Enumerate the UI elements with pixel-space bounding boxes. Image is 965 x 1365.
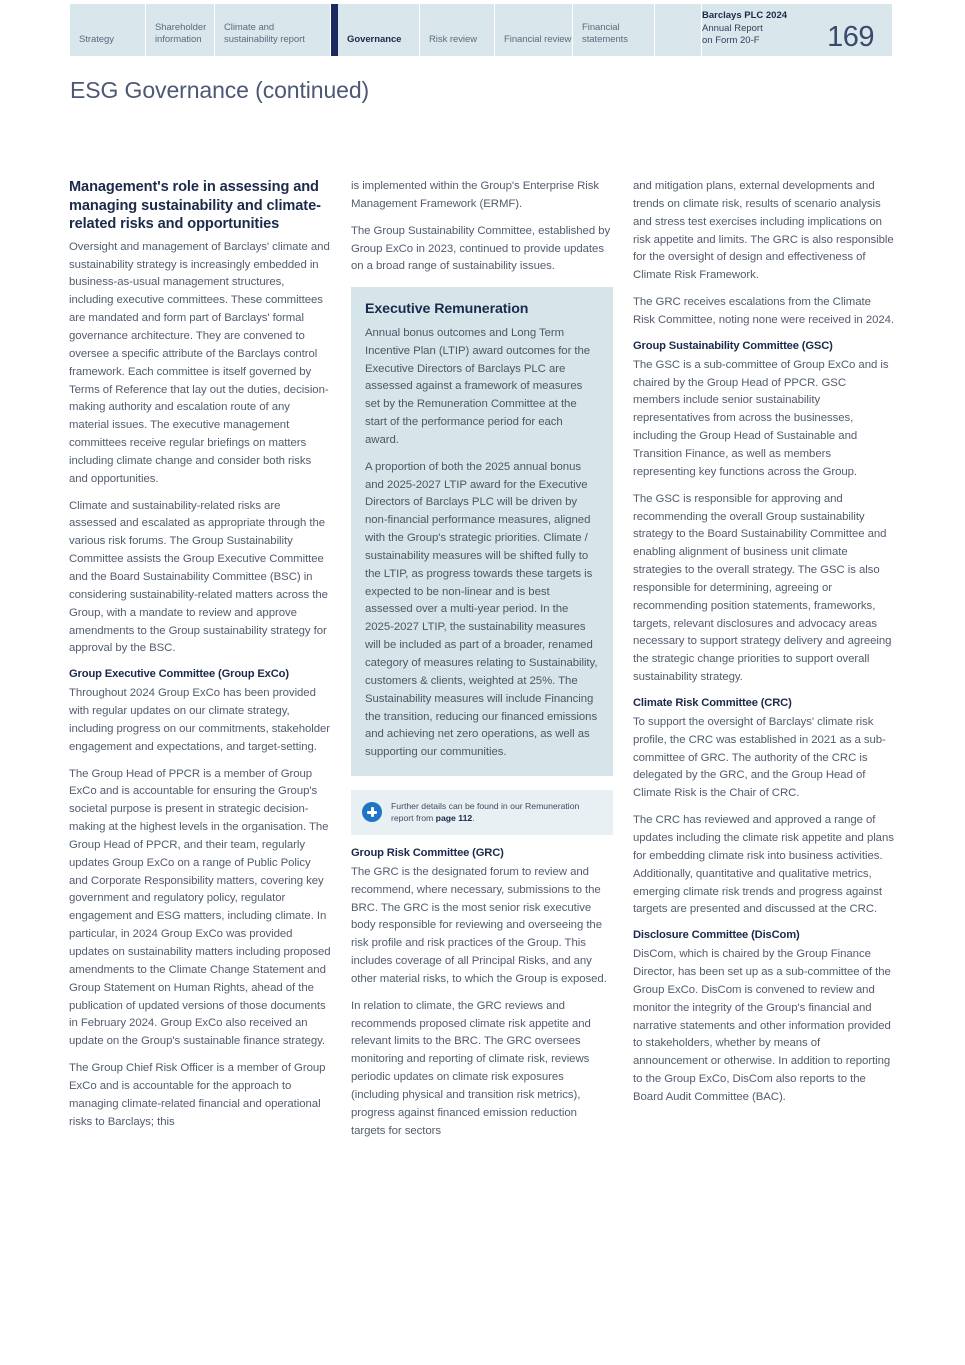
brand-title: Barclays PLC 2024 (702, 10, 788, 22)
nav-tab-shareholder-information[interactable] (146, 4, 215, 56)
paragraph: The GSC is responsible for approving and recommending the overall Group sustainability strategy to the Board Sustainability Committee and enabling alignment of business unit climate strategies to the overall strategy. The GSC is also responsible for determining, agreeing or recommending position statements, frameworks, targets, relevant disclosures and advocacy areas necessary to support strategy delivery and agreeing the strategic change priorities to support overall sustainability strategy. (633, 492, 892, 684)
nav-tab-label: Governance (347, 33, 402, 45)
paragraph: Oversight and management of Barclays' climate and sustainability strategy is increasingly embedded in business-as-usual management structures, including executive committees. These committees are mandated and form part of Barclays' formal governance architecture. They are convened to oversee a specific attribute of the Barclays control framework. Each committee is itself governed by Terms of Reference that lay out the duties, decision-making authority and escalation route of any material issues. The executive management committees receive regular briefings on matters including climate change and consider both risks and opportunities. (69, 240, 330, 485)
cross-reference-page-link[interactable]: page 112 (435, 813, 473, 824)
nav-tab-label: Climate and sustainability report (224, 22, 305, 45)
report-brand-block (702, 4, 812, 56)
subsection-heading-climate-risk-committee: Climate Risk Committee (CRC) (633, 696, 792, 709)
paragraph: In relation to climate, the GRC reviews and recommends proposed climate risk appetite and relevant limits to the BRC. The GRC oversees monitoring and reporting of climate risk, reviews periodic updates on climate risk exposures (including physical and transition risk metrics), progress against financed emission reduction targets for sectors (351, 999, 591, 1137)
paragraph: Annual bonus outcomes and Long Term Incentive Plan (LTIP) award outcomes for the Executive Directors of Barclays PLC are assessed against a framework of measures set by the Remuneration Committee at the start of the performance period for each award. (365, 326, 591, 446)
nav-tab-label: Risk review (429, 33, 478, 45)
nav-tab-risk-review[interactable] (420, 4, 495, 56)
brand-subtitle-line2: on Form 20-F (702, 34, 760, 46)
page-title: ESG Governance (continued) (70, 77, 370, 104)
brand-subtitle-line1: Annual Report (702, 22, 763, 34)
cross-reference-callout[interactable] (351, 790, 613, 835)
cross-reference-text-before: Further details can be found in our Remuneration report from (391, 801, 580, 824)
nav-tab-label: Shareholder information (155, 22, 207, 45)
paragraph: DisCom, which is chaired by the Group Finance Director, has been set up as a sub-committee of the Group ExCo. DisCom is convened to review and monitor the integrity of the Group's financial and narrative statements and other information provided to stakeholders, whether by means of announcement or otherwise. In addition to reporting to the Group ExCo, DisCom also reports to the Board Audit Committee (BAC). (633, 948, 891, 1103)
paragraph: is implemented within the Group's Enterprise Risk Management Framework (ERMF). (351, 180, 600, 210)
plus-circle-icon (362, 802, 382, 822)
paragraph: The GRC receives escalations from the Climate Risk Committee, noting none were received in 2024. (633, 296, 895, 326)
nav-spacer (655, 4, 702, 56)
paragraph: The Group Chief Risk Officer is a member of Group ExCo and is accountable for the approach to managing climate-related financial and operational risks to Barclays; this (69, 1062, 326, 1128)
nav-tab-label: Strategy (79, 33, 114, 45)
subsection-heading-group-risk-committee: Group Risk Committee (GRC) (351, 846, 504, 859)
nav-tab-strategy[interactable] (70, 4, 146, 56)
page-number: 169 (827, 21, 874, 53)
subsection-heading-disclosure-committee: Disclosure Committee (DisCom) (633, 929, 800, 942)
nav-tab-financial-statements[interactable] (573, 4, 655, 56)
paragraph: The CRC has reviewed and approved a range of updates including the climate risk appetite and plans for embedding climate risk into business activities. Additionally, quantitative and qualitative metrics, emerging climate risk trends and progress against targets are presented and discussed at the CRC. (633, 814, 894, 916)
content-column-3 (633, 178, 895, 1141)
cross-reference-text-after: . (472, 813, 475, 824)
paragraph: The Group Sustainability Committee, established by Group ExCo in 2023, continued to provide updates on a broad range of sustainability issues. (351, 224, 611, 273)
section-heading-executive-remuneration: Executive Remuneration (365, 301, 529, 318)
nav-tab-label: Financial statements (582, 22, 628, 45)
article-body (69, 178, 896, 1141)
paragraph: The Group Head of PPCR is a member of Group ExCo and is accountable for ensuring the Group's societal purpose is present in strategic decision-making at the highest levels in the organisation. The Group Head of PPCR, and their team, regularly updates Group ExCo on a range of Public Policy and Corporate Responsibility matters, covering key government and regulatory policy, regulator engagement and ESG matters, including climate. In particular, in 2024 Group ExCo was provided updates on sustainability matters including proposed amendments to the Climate Change Statement and Group Statement on Human Rights, ahead of the publication of updated versions of those documents in February 2024. Group ExCo also received an update on the Group's sustainable finance strategy. (69, 767, 331, 1048)
paragraph: To support the oversight of Barclays' climate risk profile, the CRC was established in 2021 as a sub-committee of GRC. The authority of the CRC is delegated by the GRC, and the Group Head of Climate Risk is the Chair of CRC. (633, 715, 886, 800)
subsection-heading-group-exco: Group Executive Committee (Group ExCo) (69, 668, 289, 681)
executive-remuneration-callout-box (351, 287, 613, 776)
cross-reference-text (391, 800, 601, 825)
nav-tab-governance[interactable] (331, 4, 420, 56)
nav-tab-climate-and-sustainability-report[interactable] (215, 4, 331, 56)
header-navigation-bar (70, 4, 892, 56)
section-heading-management-role: Management's role in assessing and managing sustainability and climate-related risks and opportunities (69, 179, 321, 233)
content-column-2 (351, 178, 613, 1141)
nav-tab-label: Financial review (504, 33, 572, 45)
subsection-heading-group-sustainability-committee: Group Sustainability Committee (GSC) (633, 339, 833, 352)
paragraph: A proportion of both the 2025 annual bonus and 2025-2027 LTIP award for the Executive Directors of Barclays PLC will be driven by non-financial performance measures, aligned with the Group's strategic priorities. Climate / sustainability measures will be shifted fully to the LTIP, as progress towards these targets is expected to be non-linear and is best assessed over a multi-year period. In the 2025-2027 LTIP, the sustainability measures will be included as part of a broader, renamed category of measures relating to Sustainability, customers & clients, weighted at 25%. The Sustainability measures will include Financing the transition, reducing our financed emissions and achieving net zero operations, as well as supporting our communities. (365, 460, 598, 759)
paragraph: The GRC is the designated forum to review and recommend, where necessary, submissions to the BRC. The GRC is the most senior risk executive body responsible for reviewing and overseeing the risk profile and risk practices of the Group. This includes coverage of all Principal Risks, and any other material risks, to which the Group is exposed. (351, 865, 607, 985)
paragraph: Climate and sustainability-related risks are assessed and escalated as appropriate through the various risk forums. The Group Sustainability Committee assists the Group Executive Committee and the Board Sustainability Committee (BSC) in considering sustainability-related matters across the Group, with a mandate to review and approve amendments to the Group sustainability strategy for approval by the BSC. (69, 499, 328, 655)
content-column-1 (69, 178, 331, 1141)
nav-tab-financial-review[interactable] (495, 4, 573, 56)
paragraph: The GSC is a sub-committee of Group ExCo and is chaired by the Group Head of PPCR. GSC members include senior sustainability representatives from across the businesses, including the Group Head of Sustainable and Transition Finance, as well as members representing key functions across the Group. (633, 358, 889, 478)
paragraph: and mitigation plans, external developments and trends on climate risk, results of scenario analysis and stress test exercises including implications on risk appetite and limits. The GRC is also responsible for the oversight of design and effectiveness of Climate Risk Framework. (633, 180, 894, 282)
paragraph: Throughout 2024 Group ExCo has been provided with regular updates on our climate strategy, including progress on our commitments, stakeholder engagement and expectations, and target-setting. (69, 687, 331, 753)
